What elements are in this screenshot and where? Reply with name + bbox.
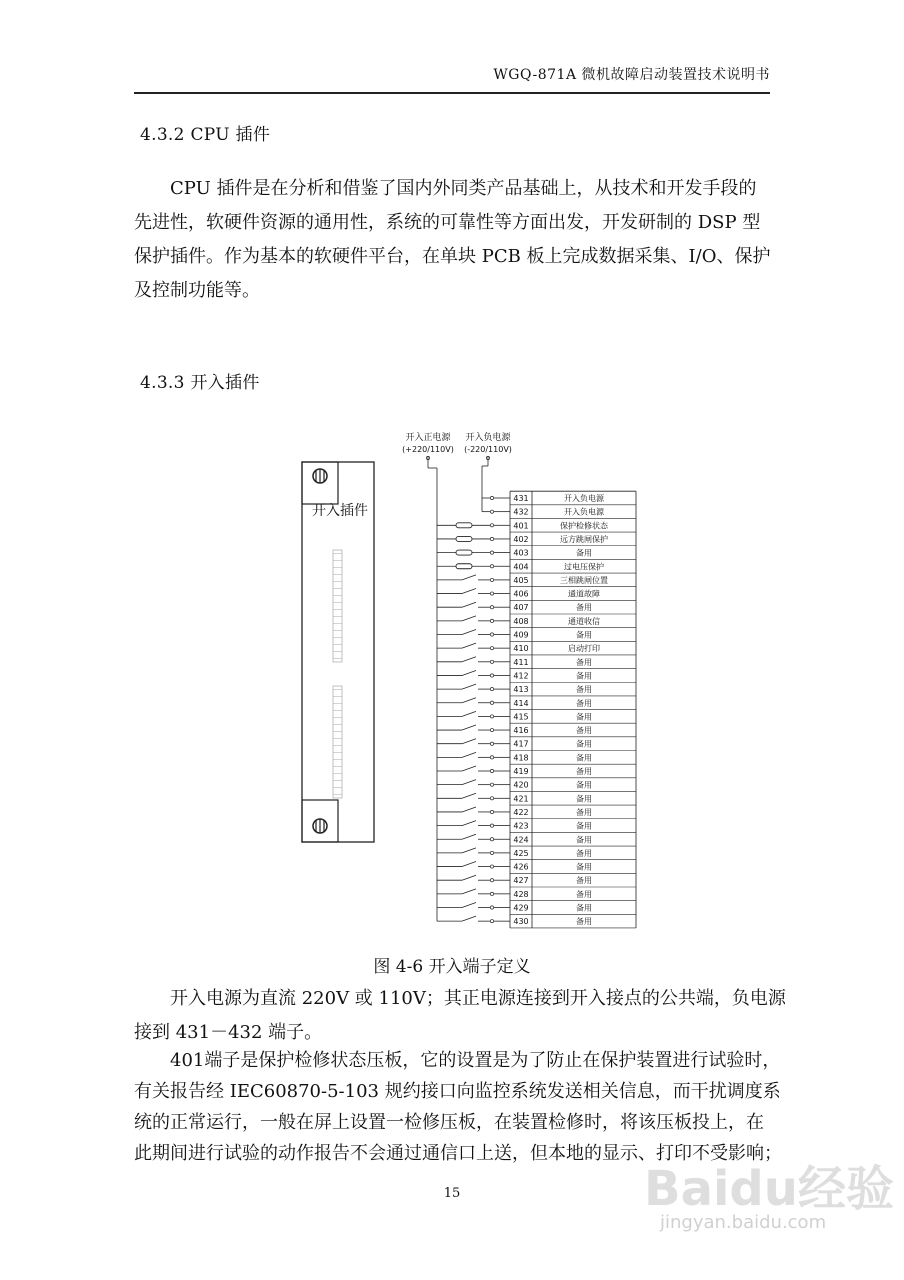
contact-switch: [462, 903, 476, 908]
section-heading-input: 4.3.3 开入插件: [140, 373, 260, 393]
contact-switch: [462, 793, 476, 798]
terminal-screw: [490, 728, 493, 731]
terminal-number: 421: [513, 794, 529, 804]
terminal-label: 启动打印: [568, 644, 600, 654]
para-line: 接到 431－432 端子。: [134, 1022, 323, 1043]
para-line: CPU 插件是在分析和借鉴了国内外同类产品基础上，从技术和开发手段的: [170, 178, 757, 199]
terminal-number: 420: [513, 780, 529, 790]
terminal-label: 备用: [576, 753, 592, 763]
card-label: 开入插件: [312, 503, 368, 519]
terminal-number: 402: [513, 534, 529, 544]
terminal-screw: [490, 660, 493, 663]
terminal-screw: [490, 824, 493, 827]
terminal-screw: [490, 769, 493, 772]
terminal-screw: [490, 715, 493, 718]
terminal-number: 418: [513, 753, 529, 763]
terminal-number: 412: [513, 671, 529, 681]
terminal-screw: [490, 742, 493, 745]
terminal-label: 备用: [576, 739, 592, 749]
contact-switch: [462, 630, 476, 635]
terminal-label: 备用: [576, 780, 592, 790]
para-line: 此期间进行试验的动作报告不会通过通信口上送，但本地的显示、打印不受影响；: [134, 1143, 782, 1164]
watermark-logo: Baidu经验: [644, 1161, 894, 1217]
terminal-label: 开入负电源: [564, 494, 604, 503]
terminal-number: 431: [513, 494, 529, 503]
paragraph-power: [134, 982, 786, 1050]
terminal-label: 过电压保护: [564, 562, 604, 572]
terminal-screw: [490, 524, 493, 527]
terminal-number: 414: [513, 698, 529, 708]
terminal-number: 426: [513, 862, 529, 872]
contact-switch: [462, 848, 476, 853]
terminal-screw: [490, 496, 493, 499]
terminal-number: 422: [513, 807, 529, 817]
terminal-label: 保护检修状态: [560, 521, 608, 531]
contact-switch: [462, 834, 476, 839]
terminal-number: 416: [513, 726, 529, 736]
terminal-screw: [490, 592, 493, 595]
terminal-number: 428: [513, 889, 529, 899]
terminal-screw: [490, 879, 493, 882]
pressure-plate: [456, 536, 472, 541]
contact-switch: [462, 657, 476, 662]
terminal-screw: [490, 920, 493, 923]
contact-switch: [462, 807, 476, 812]
contact-switch: [462, 780, 476, 785]
contact-switch: [462, 725, 476, 730]
terminal-label: 通道收信: [568, 616, 600, 626]
terminal-label: 备用: [576, 889, 592, 899]
terminal-screw: [490, 565, 493, 568]
terminal-screw: [490, 510, 493, 513]
contact-switch: [462, 589, 476, 594]
contact-switch: [462, 575, 476, 580]
contact-switch: [462, 752, 476, 757]
contact-switch: [462, 711, 476, 716]
terminal-screw: [490, 865, 493, 868]
terminal-number: 423: [513, 821, 529, 831]
terminal-screw: [490, 619, 493, 622]
connector-strip: [333, 550, 342, 662]
contact-switch: [462, 698, 476, 703]
plugin-card: [302, 462, 374, 842]
contact-switch: [462, 889, 476, 894]
terminal-number: 411: [513, 657, 529, 667]
pressure-plate: [456, 550, 472, 555]
terminal-screw: [490, 810, 493, 813]
terminal-label: 备用: [576, 794, 592, 804]
terminal-screw: [490, 647, 493, 650]
terminal-label: 备用: [576, 548, 592, 558]
terminal-number: 430: [513, 917, 529, 927]
para-line: 统的正常运行，一般在屏上设置一检修压板，在装置检修时，将该压板投上，在: [134, 1112, 764, 1133]
terminal-number: 425: [513, 848, 529, 858]
para-line: 保护插件。作为基本的软硬件平台，在单块 PCB 板上完成数据采集、I/O、保护: [134, 246, 771, 267]
terminal-number: 407: [513, 603, 529, 613]
terminal-number: 427: [513, 876, 529, 886]
terminal-label: 通道故障: [568, 589, 600, 599]
para-line: 先进性，软硬件资源的通用性，系统的可靠性等方面出发，开发研制的 DSP 型: [134, 212, 761, 233]
terminal-number: 409: [513, 630, 529, 640]
pressure-plate: [456, 523, 472, 528]
terminal-label: 备用: [576, 862, 592, 872]
terminal-screw: [490, 551, 493, 554]
wiring: [426, 456, 636, 928]
terminal-number: 413: [513, 685, 529, 695]
terminal-label: 备用: [576, 685, 592, 695]
terminal-number: 419: [513, 767, 529, 776]
running-header: WGQ-871A 微机故障启动装置技术说明书: [493, 67, 770, 83]
terminal-screw: [490, 578, 493, 581]
terminal-label: 备用: [576, 603, 592, 613]
contact-switch: [462, 602, 476, 607]
watermark-url: jingyan.baidu.com: [660, 1212, 827, 1233]
terminal-screw: [490, 756, 493, 759]
terminal-label: 备用: [576, 726, 592, 736]
para-line: 有关报告经 IEC60870-5-103 规约接口向监控系统发送相关信息，而干扰调度系: [134, 1081, 781, 1102]
para-line: 401端子是保护检修状态压板，它的设置是为了防止在保护装置进行试验时，: [170, 1050, 781, 1071]
contact-switch: [462, 739, 476, 744]
neg-power-voltage: (-220/110V): [464, 445, 512, 454]
terminal-label: 备用: [576, 712, 592, 722]
terminal-number: 403: [513, 548, 529, 558]
terminal-label: 三相跳闸位置: [560, 575, 608, 585]
connector-strip: [333, 686, 342, 798]
terminal-label: 备用: [576, 876, 592, 886]
contact-switch: [462, 766, 476, 771]
contact-switch: [462, 916, 476, 921]
terminal-screw: [490, 674, 493, 677]
section-heading-cpu: 4.3.2 CPU 插件: [140, 125, 271, 145]
terminal-label: 备用: [576, 807, 592, 817]
terminal-screw: [490, 537, 493, 540]
terminal-label: 备用: [576, 835, 592, 845]
contact-switch: [462, 862, 476, 867]
terminal-number: 405: [513, 575, 529, 585]
contact-switch: [462, 875, 476, 880]
terminal-screw: [490, 838, 493, 841]
terminal-label: 备用: [576, 671, 592, 681]
contact-switch: [462, 684, 476, 689]
terminal-number: 404: [513, 562, 529, 572]
terminal-screw: [490, 851, 493, 854]
terminal-number: 429: [513, 903, 529, 913]
para-line: 开入电源为直流 220V 或 110V；其正电源连接到开入接点的公共端，负电源: [170, 988, 786, 1009]
terminal-screw: [490, 906, 493, 909]
terminal-screw: [490, 797, 493, 800]
terminal-label: 备用: [576, 630, 592, 640]
terminal-label: 备用: [576, 903, 592, 913]
terminal-screw: [490, 606, 493, 609]
neg-power-label: 开入负电源: [465, 433, 511, 443]
para-line: 及控制功能等。: [134, 280, 260, 301]
contact-switch: [462, 616, 476, 621]
terminal-label: 备用: [576, 767, 592, 776]
terminal-screw: [490, 783, 493, 786]
terminal-screw: [490, 688, 493, 691]
terminal-number: 432: [513, 507, 529, 517]
terminal-label: 远方跳闸保护: [560, 534, 608, 544]
terminal-label: 备用: [576, 848, 592, 858]
terminal-label: 备用: [576, 698, 592, 708]
terminal-number: 401: [513, 521, 529, 531]
terminal-screw: [490, 892, 493, 895]
page-number: 15: [443, 1186, 461, 1201]
terminal-label: 备用: [576, 917, 592, 927]
terminal-label: 开入负电源: [564, 507, 604, 517]
terminal-label: 备用: [576, 657, 592, 667]
terminal-number: 406: [513, 589, 529, 599]
terminal-number: 417: [513, 739, 529, 749]
contact-switch: [462, 821, 476, 826]
terminal-label: 备用: [576, 821, 592, 831]
terminal-number: 424: [513, 835, 529, 845]
contact-switch: [462, 643, 476, 648]
pressure-plate: [456, 564, 472, 569]
terminal-screw: [490, 701, 493, 704]
pos-power-label: 开入正电源: [405, 433, 451, 443]
connector-strips: [333, 550, 342, 798]
terminal-number: 410: [513, 644, 529, 654]
pos-power-voltage: (+220/110V): [402, 445, 454, 454]
terminal-number: 408: [513, 616, 529, 626]
terminal-screw: [490, 633, 493, 636]
terminal-number: 415: [513, 712, 529, 722]
figure-caption: 图 4-6 开入端子定义: [373, 957, 531, 977]
contact-switch: [462, 670, 476, 675]
